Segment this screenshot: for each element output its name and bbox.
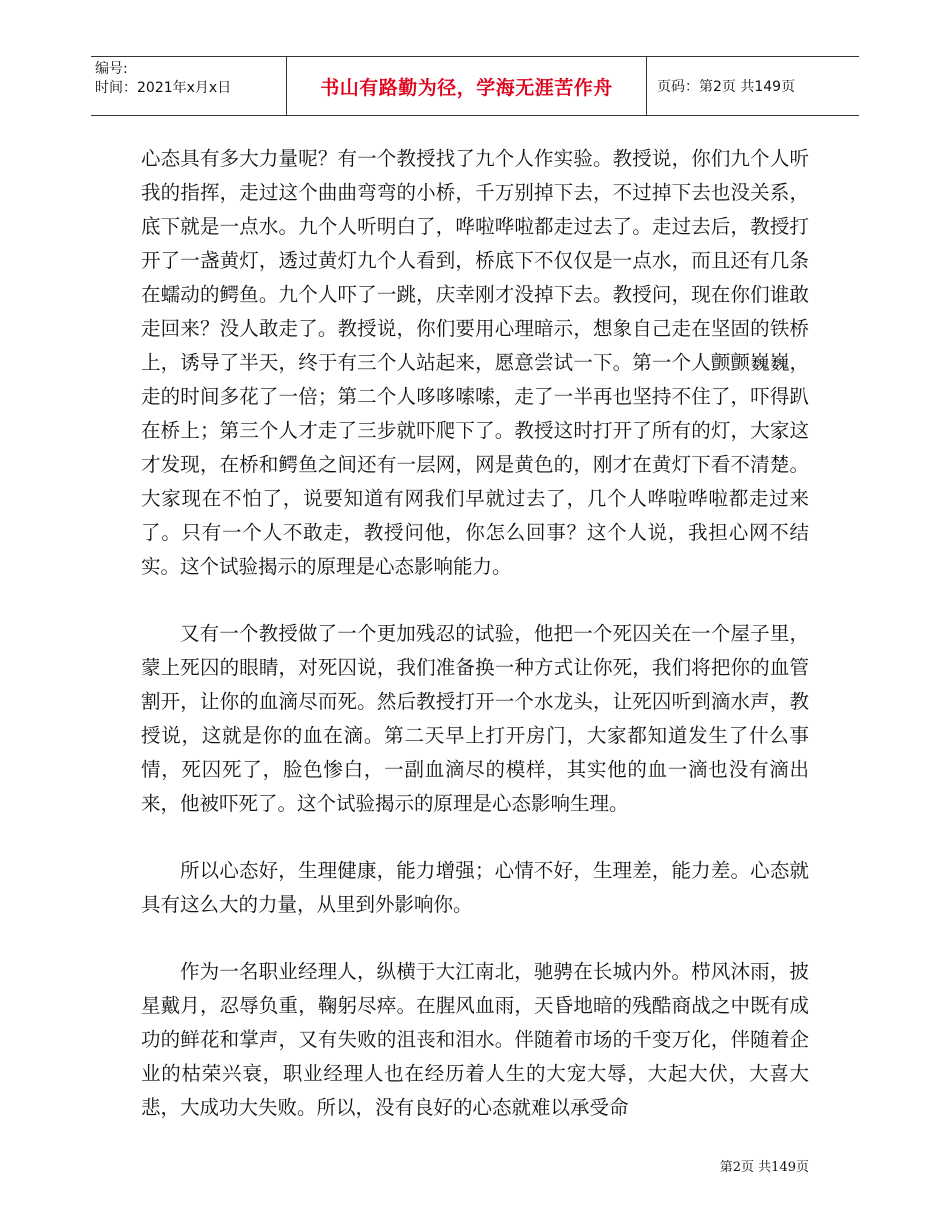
document-number-label: 编号: bbox=[95, 61, 128, 77]
paragraph: 作为一名职业经理人，纵横于大江南北，驰骋在长城内外。栉风沐雨，披星戴月，忍辱负重，鞠躬尽瘁。在腥风血雨，天昏地暗的残酷商战之中既有成功的鲜花和掌声，又有失败的沮丧和泪水。伴随着市场的千变万化，伴随着企业的枯荣兴衰，职业经理人也在经历着人生的大宠大辱，大起大伏，大喜大悲，大成功大失败。所以，没有良好的心态就难以承受命 bbox=[141, 960, 809, 1119]
page-footer: 第2页 共149页 bbox=[719, 1160, 809, 1175]
page-header bbox=[91, 56, 859, 116]
paragraph: 又有一个教授做了一个更加残忍的试验，他把一个死囚关在一个屋子里，蒙上死囚的眼睛，对死囚说，我们准备换一种方式让你死，我们将把你的血管割开，让你的血滴尽而死。然后教授打开一个水龙头，让死囚听到滴水声，教授说，这就是你的血在滴。第二天早上打开房门，大家都知道发生了什么事情，死囚死了，脸色惨白，一副血滴尽的模样，其实他的血一滴也没有滴出来，他被吓死了。这个试验揭示的原理是心态影响生理。 bbox=[141, 622, 809, 815]
document-date: 时间：2021年x月x日 bbox=[95, 80, 232, 96]
paragraph: 所以心态好，生理健康，能力增强；心情不好，生理差，能力差。心态就具有这么大的力量，从里到外影响你。 bbox=[141, 859, 809, 916]
header-motto: 书山有路勤为径，学海无涯苦作舟 bbox=[286, 57, 647, 115]
header-meta bbox=[91, 57, 286, 115]
paragraph: 心态具有多大力量呢？有一个教授找了九个人作实验。教授说，你们九个人听我的指挥，走过这个曲曲弯弯的小桥，千万别掉下去，不过掉下去也没关系，底下就是一点水。九个人听明白了，哗啦哗啦都走过去了。走过去后，教授打开了一盏黄灯，透过黄灯九个人看到，桥底下不仅仅是一点水，而且还有几条在蠕动的鳄鱼。九个人吓了一跳，庆幸刚才没掉下去。教授问，现在你们谁敢走回来？没人敢走了。教授说，你们要用心理暗示，想象自己走在坚固的铁桥上，诱导了半天，终于有三个人站起来，愿意尝试一下。第一个人颤颤巍巍，走的时间多花了一倍；第二个人哆哆嗦嗦，走了一半再也坚持不住了，吓得趴在桥上；第三个人才走了三步就吓爬下了。教授这时打开了所有的灯，大家这才发现，在桥和鳄鱼之间还有一层网，网是黄色的，刚才在黄灯下看不清楚。大家现在不怕了，说要知道有网我们早就过去了，几个人哗啦哗啦都走过来了。只有一个人不敢走，教授问他，你怎么回事？这个人说，我担心网不结实。这个试验揭示的原理是心态影响能力。 bbox=[141, 147, 809, 578]
document-body bbox=[141, 142, 809, 1158]
header-page-number: 页码：第2页 共149页 bbox=[657, 79, 796, 95]
